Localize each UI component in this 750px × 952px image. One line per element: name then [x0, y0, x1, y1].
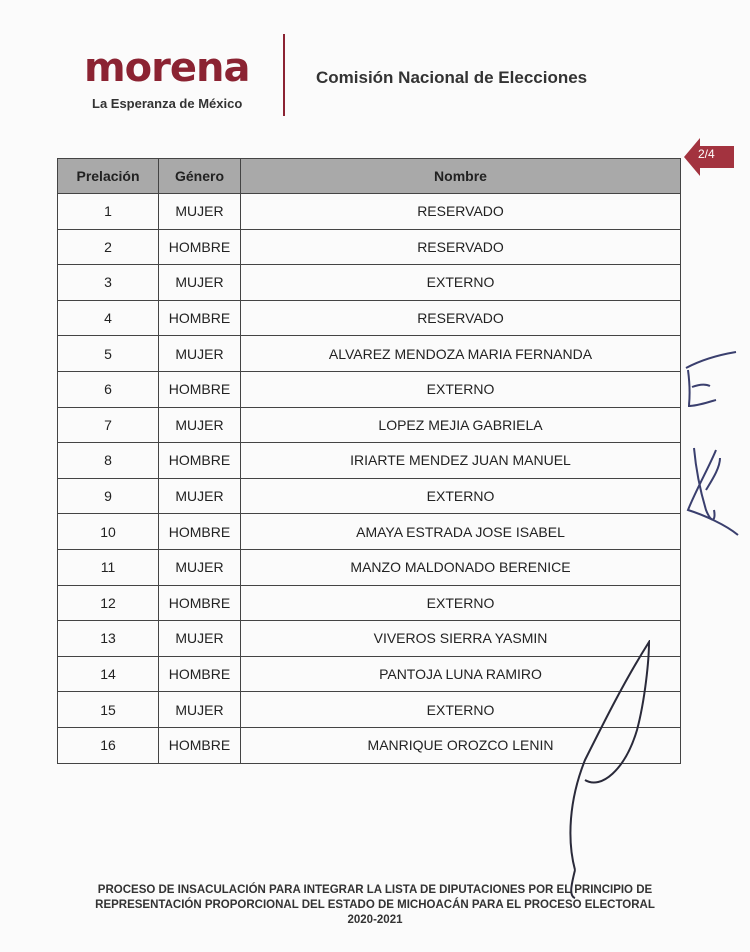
column-header-nombre: Nombre [241, 159, 681, 194]
prelacion-cell: 1 [58, 194, 159, 230]
prelacion-cell: 2 [58, 229, 159, 265]
table-row [58, 300, 681, 336]
table-row [58, 407, 681, 443]
header-divider [283, 34, 285, 116]
nombre-cell: EXTERNO [241, 478, 681, 514]
prelacion-cell: 10 [58, 514, 159, 550]
prelacion-cell: 6 [58, 371, 159, 407]
table-row [58, 514, 681, 550]
footer-line: 2020-2021 [347, 914, 403, 926]
prelacion-cell: 8 [58, 443, 159, 479]
handwritten-signature-icon [545, 640, 665, 900]
nombre-cell: VIVEROS SIERRA YASMIN [241, 621, 681, 657]
genero-cell: MUJER [159, 407, 241, 443]
genero-cell: HOMBRE [159, 727, 241, 763]
logo-tagline: La Esperanza de México [92, 96, 243, 111]
footer-line: REPRESENTACIÓN PROPORCIONAL DEL ESTADO DE MICHOACÁN PARA EL PROCESO ELECTORAL [95, 899, 655, 911]
table-row [58, 549, 681, 585]
nombre-cell: RESERVADO [241, 229, 681, 265]
column-header-genero: Género [159, 159, 241, 194]
nombre-cell: MANZO MALDONADO BERENICE [241, 549, 681, 585]
prelacion-cell: 16 [58, 727, 159, 763]
document-footer [60, 883, 690, 928]
nombre-cell: RESERVADO [241, 194, 681, 230]
footer-line: PROCESO DE INSACULACIÓN PARA INTEGRAR LA LISTA DE DIPUTACIONES POR EL PRINCIPIO DE [97, 884, 653, 896]
table-row [58, 265, 681, 301]
prelacion-cell: 9 [58, 478, 159, 514]
genero-cell: HOMBRE [159, 514, 241, 550]
table-row [58, 336, 681, 372]
prelacion-cell: 15 [58, 692, 159, 728]
genero-cell: HOMBRE [159, 585, 241, 621]
nombre-cell: MANRIQUE OROZCO LENIN [241, 727, 681, 763]
genero-cell: HOMBRE [159, 371, 241, 407]
table-row [58, 478, 681, 514]
table-header-row [58, 159, 681, 194]
prelacion-cell: 5 [58, 336, 159, 372]
prelacion-cell: 11 [58, 549, 159, 585]
genero-cell: MUJER [159, 692, 241, 728]
prelacion-cell: 4 [58, 300, 159, 336]
genero-cell: HOMBRE [159, 443, 241, 479]
genero-cell: MUJER [159, 549, 241, 585]
prelacion-cell: 3 [58, 265, 159, 301]
commission-title: Comisión Nacional de Elecciones [316, 68, 588, 87]
table-row [58, 229, 681, 265]
genero-cell: HOMBRE [159, 656, 241, 692]
prelacion-cell: 14 [58, 656, 159, 692]
genero-cell: HOMBRE [159, 229, 241, 265]
prelacion-cell: 12 [58, 585, 159, 621]
nombre-cell: ALVAREZ MENDOZA MARIA FERNANDA [241, 336, 681, 372]
table-row [58, 194, 681, 230]
document-header [0, 0, 750, 130]
genero-cell: MUJER [159, 265, 241, 301]
nombre-cell: EXTERNO [241, 371, 681, 407]
column-header-prelacion: Prelación [58, 159, 159, 194]
nombre-cell: EXTERNO [241, 692, 681, 728]
nombre-cell: EXTERNO [241, 265, 681, 301]
genero-cell: HOMBRE [159, 300, 241, 336]
table-row [58, 585, 681, 621]
genero-cell: MUJER [159, 478, 241, 514]
nombre-cell: PANTOJA LUNA RAMIRO [241, 656, 681, 692]
page-indicator: 2/4 [698, 147, 715, 161]
nombre-cell: AMAYA ESTRADA JOSE ISABEL [241, 514, 681, 550]
genero-cell: MUJER [159, 336, 241, 372]
morena-logo: morena [84, 45, 250, 91]
table-row [58, 371, 681, 407]
nombre-cell: IRIARTE MENDEZ JUAN MANUEL [241, 443, 681, 479]
genero-cell: MUJER [159, 194, 241, 230]
table-row [58, 443, 681, 479]
nombre-cell: EXTERNO [241, 585, 681, 621]
genero-cell: MUJER [159, 621, 241, 657]
nombre-cell: LOPEZ MEJIA GABRIELA [241, 407, 681, 443]
margin-signature-icon [676, 340, 746, 550]
nombre-cell: RESERVADO [241, 300, 681, 336]
prelacion-cell: 7 [58, 407, 159, 443]
prelacion-cell: 13 [58, 621, 159, 657]
